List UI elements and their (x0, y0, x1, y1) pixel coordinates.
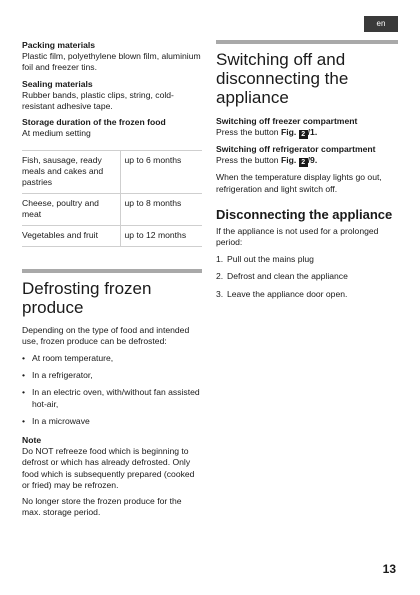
duration-cell: up to 6 months (120, 150, 202, 193)
bullet-icon: • (22, 415, 26, 426)
list-item: • In an electric oven, with/without fan assisted hot-air, (22, 387, 200, 409)
storage-table (22, 150, 202, 247)
food-cell: Fish, sausage, ready meals and cakes and pastries (22, 150, 120, 193)
temperature-display-text: When the temperature display lights go out, refrigeration and light switch off. (216, 172, 382, 194)
sealing-text: Rubber bands, plastic clips, string, cold-resistant adhesive tape. (22, 89, 174, 112)
table-row (22, 225, 202, 246)
freezer-heading: Switching off freezer compartment (216, 116, 358, 126)
switch-off-title: Switching off and disconnecting the appliance (216, 50, 349, 107)
storage-setting: At medium setting (22, 128, 91, 139)
right-column (216, 40, 398, 300)
figure-number-icon: 2 (299, 130, 308, 139)
defrost-intro: Depending on the type of food and intended use, frozen produce can be defrosted: (22, 324, 190, 346)
section-divider (216, 40, 398, 44)
list-item: • In a refrigerator, (22, 370, 93, 381)
disconnect-steps-list (216, 254, 398, 300)
defrost-title: Defrosting frozen produce (22, 278, 152, 317)
list-item: • At room temperature, (22, 353, 114, 364)
packing-text: Plastic film, polyethylene blown film, aluminium foil and freezer tins. (22, 51, 201, 73)
section-divider (22, 269, 202, 273)
fridge-instruction: Press the button Fig. 2 /9. (216, 155, 318, 167)
disconnect-intro: If the appliance is not used for a prolonged period: (216, 225, 379, 248)
list-item: 1. Pull out the mains plug (216, 254, 314, 265)
note-text-2: No longer store the frozen produce for the max. storage period. (22, 496, 182, 518)
page-number: 13 (382, 562, 396, 576)
note-heading: Note (22, 435, 42, 446)
disconnect-heading: Disconnecting the appliance (216, 206, 393, 222)
packing-heading: Packing materials (22, 40, 96, 50)
left-column (22, 40, 202, 518)
sealing-heading: Sealing materials (22, 78, 93, 89)
storage-heading: Storage duration of the frozen food (22, 117, 166, 128)
bullet-icon: • (22, 370, 26, 381)
food-cell: Cheese, poultry and meat (22, 193, 120, 225)
list-item: 3. Leave the appliance door open. (216, 288, 348, 299)
list-item: 2. Defrost and clean the appliance (216, 271, 348, 282)
figure-number-icon: 2 (299, 158, 308, 167)
fridge-heading: Switching off refrigerator compartment (216, 144, 376, 155)
duration-cell: up to 8 months (120, 193, 202, 225)
language-badge: en (364, 16, 398, 32)
table-row (22, 150, 202, 193)
table-row (22, 193, 202, 225)
bullet-icon: • (22, 387, 26, 398)
defrost-options-list (22, 353, 202, 427)
freezer-instruction: Press the button Fig. 2 /1. (216, 127, 318, 139)
duration-cell: up to 12 months (120, 225, 202, 246)
bullet-icon: • (22, 353, 26, 364)
food-cell: Vegetables and fruit (22, 225, 120, 246)
note-text: Do NOT refreeze food which is beginning to defrost or which has already defrosted. Only food which is subsequently prepared (cooked or fried) may be refrozen. (22, 446, 195, 490)
list-item: • In a microwave (22, 415, 90, 426)
